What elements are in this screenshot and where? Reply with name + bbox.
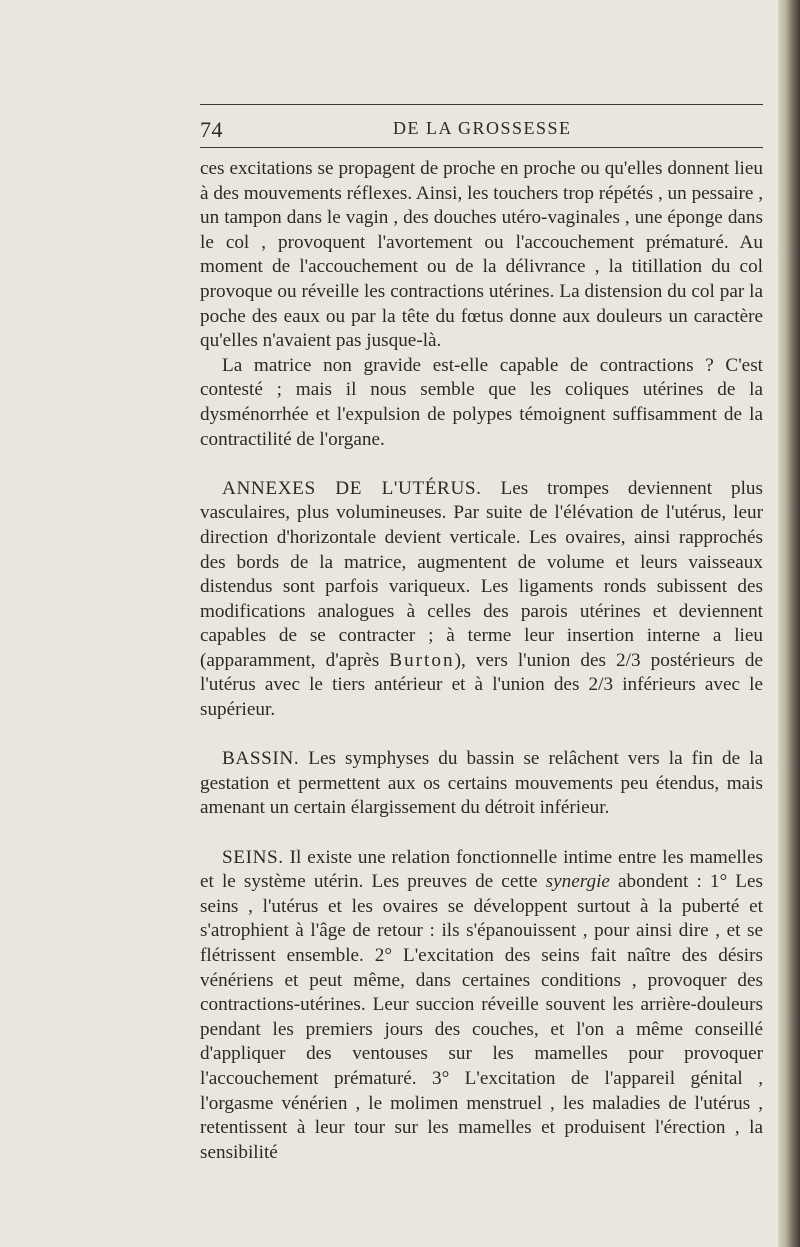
section-heading-bassin: BASSIN. xyxy=(222,748,300,770)
paragraph-seins xyxy=(200,846,763,1166)
section-heading-annexes: ANNEXES DE L'UTÉRUS. xyxy=(222,477,482,499)
page-number: 74 xyxy=(200,117,223,142)
header-rule-bottom xyxy=(200,147,763,148)
paragraph-matrice-non-gravide: La matrice non gravide est-elle capable de contractions ? C'est contesté ; mais il nous semble que les coliques utérines de la dysménorrhée et l'expulsion de polypes témoignent suffisamment de la contractilité de l'organe. xyxy=(200,354,763,450)
running-head: DE LA GROSSESSE xyxy=(393,118,572,138)
author-name: Burton xyxy=(389,649,455,671)
paragraph-seins-text-a: Il existe une relation fonctionnelle intime entre les mamelles et le système utérin. Les preuves de cette xyxy=(200,846,763,893)
paragraph-annexes-text-a: Les trompes deviennent plus vasculaires, plus volumineuses. Par suite de l'élévation de l'utérus, leur direction d'horizontale devient verticale. Les ovaires, ainsi rapprochés des bords de la matrice, augmentent de volume et leurs vaisseaux distendus sont parfois variqueux. Les ligaments ronds subissent des modifications analogues à celles des parois utérines et deviennent capables de se contracter ; à terme leur insertion interne a lieu (apparamment, d'après xyxy=(200,477,763,671)
section-heading-seins: SEINS. xyxy=(222,846,284,868)
book-binding-edge xyxy=(778,0,800,1247)
synergie-italic: synergie xyxy=(545,871,610,893)
body-text xyxy=(200,157,763,1165)
paragraph-excitations: ces excitations se propagent de proche en proche ou qu'elles donnent lieu à des mouvements réflexes. Ainsi, les touchers trop répétés , un pessaire , un tampon dans le vagin , des douches utéro-vaginales , une éponge dans le col , provoquent l'avortement ou l'accouchement prématuré. Au moment de l'accouchement ou de la délivrance , la titillation du col provoque ou réveille les contractions utérines. La distension du col par la poche des eaux ou par la tête du fœtus donne aux douleurs un caractère qu'elles n'avaient pas jusque-là. xyxy=(200,158,763,352)
header-rule-top xyxy=(200,104,763,105)
paragraph-bassin-text: Les symphyses du bassin se relâchent vers la fin de la gestation et permettent aux os certains mouvements peu étendus, mais amenant un certain élargissement du détroit inférieur. xyxy=(200,748,763,819)
paragraph-seins-text-b: abondent : 1° Les seins , l'utérus et les ovaires se développent surtout à la puberté et s'atrophient à l'âge de retour : ils s'épanouissent , pour ainsi dire , et se flétrissent ensemble. 2° L'excitation des seins fait naître des désirs vénériens et peut même, dans certaines conditions , provoquer des contractions-utérines. Leur succion réveille souvent les arrière-douleurs pendant les premiers jours des couches, et l'on a même conseillé d'appliquer des ventouses sur les mamelles pour provoquer l'accouchement prématuré. 3° L'excitation de l'appareil génital , l'orgasme vénérien , le molimen menstruel , les maladies de l'utérus , retentissent à leur tour sur les mamelles et produisent l'érection , la sensibilité xyxy=(200,871,763,1163)
paragraph-bassin xyxy=(200,747,763,821)
paragraph-annexes xyxy=(200,477,763,723)
page-header xyxy=(0,115,782,145)
paragraph-annexes-text-b: ), vers l'union des 2/3 postérieurs de l'utérus avec le tiers antérieur et à l'union des 2/3 inférieurs avec le supérieur. xyxy=(200,649,763,721)
